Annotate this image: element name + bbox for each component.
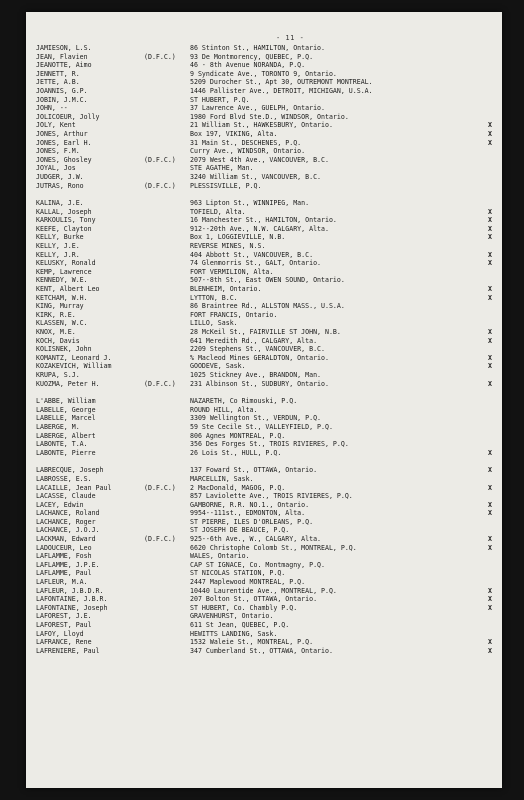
entry-address: LYTTON, B.C. <box>190 293 238 302</box>
entry-address: REVERSE MINES, N.S. <box>190 242 266 251</box>
entry-address: PLESSISVILLE, P.Q. <box>190 181 262 190</box>
entry-name: LAFRANCE, Rene <box>36 638 92 647</box>
group-separator <box>36 388 496 397</box>
entry-name: JOHN, -- <box>36 104 68 113</box>
entry-dfc: (D.F.C.) <box>144 483 176 492</box>
roster-entry <box>36 139 496 148</box>
roster-entry <box>36 466 496 475</box>
entry-address: 86 Stinton St., HAMILTON, Ontario. <box>190 44 325 52</box>
entry-address: 28 McKeil St., FAIRVILLE ST JOHN, N.B. <box>190 328 341 336</box>
roster-entry <box>36 70 496 79</box>
roster-entry <box>36 319 496 328</box>
roster-entry <box>36 87 496 96</box>
roster-entry <box>36 225 496 234</box>
entry-address: 9 Syndicate Ave., TORONTO 9, Ontario. <box>190 69 337 78</box>
entry-name: KOCH, Davis <box>36 336 80 345</box>
entry-address: NAZARETH, Co Rimouski, P.Q. <box>190 397 298 406</box>
entry-address: 2209 Stephens St., VANCOUVER, B.C. <box>190 345 325 354</box>
roster-entry <box>36 251 496 260</box>
entry-name: LAFLEUR, J.B.D.R. <box>36 586 104 595</box>
entry-address: 31 Main St., DESCHENES, P.Q. <box>190 138 302 147</box>
entry-name: LAFONTAINE, J.B.R. <box>36 595 108 604</box>
entry-name: JONES, Ghosley <box>36 155 92 164</box>
entry-name: KUOZMA, Peter H. <box>36 379 100 388</box>
entry-address: 347 Cumberland St., OTTAWA, Ontario. <box>190 646 333 655</box>
entry-name: JOBIN, J.M.C. <box>36 95 88 104</box>
roster-entry <box>36 78 496 87</box>
roster-entry <box>36 156 496 165</box>
entry-address: 9954--111st., EDMONTON, Alta. <box>190 509 306 518</box>
entry-address: TOFIELD, Alta. <box>190 207 246 216</box>
roster-entry <box>36 302 496 311</box>
entry-mark: X <box>488 483 492 492</box>
roster-entry <box>36 164 496 173</box>
roster-entry <box>36 311 496 320</box>
entry-name: LAFLAMME, Fosh <box>36 552 92 561</box>
entry-name: LACHANCE, Roger <box>36 517 96 526</box>
roster-entry <box>36 147 496 156</box>
roster-entry <box>36 328 496 337</box>
entry-address: 3240 William St., VANCOUVER, B.C. <box>190 172 322 181</box>
roster-entry <box>36 276 496 285</box>
entry-address: 611 St Jean, QUEBEC, P.Q. <box>190 621 290 629</box>
entry-name: LACASSE, Claude <box>36 492 96 501</box>
entry-mark: X <box>488 207 492 216</box>
roster-entry <box>36 121 496 130</box>
entry-name: LACHANCE, J.O.J. <box>36 526 100 535</box>
entry-name: LABELLE, Marcel <box>36 414 96 423</box>
entry-address: ST PIERRE, ILES D'ORLEANS, P.Q. <box>190 517 314 526</box>
roster-entry <box>36 130 496 139</box>
entry-name: KLASSEN, W.C. <box>36 319 88 328</box>
roster-entry <box>36 354 496 363</box>
entry-address: FORT VERMILION, Alta. <box>190 267 274 276</box>
entry-address: 356 Des Forges St., TROIS RIVIERES, P.Q. <box>190 440 349 449</box>
entry-address: MARCELLIN, Sask. <box>190 474 254 483</box>
entry-name: LABERGE, Albert <box>36 431 96 440</box>
entry-name: LABERGE, M. <box>36 422 80 431</box>
entry-name: LABRECQUE, Joseph <box>36 466 104 475</box>
entry-name: LACKMAN, Edward <box>36 535 96 544</box>
entry-name: JOLICOEUR, Jolly <box>36 112 100 121</box>
roster-entry <box>36 216 496 225</box>
entry-address: CAP ST IGNACE, Co. Montmagny, P.Q. <box>190 560 325 569</box>
roster-entry <box>36 233 496 242</box>
roster-entry <box>36 587 496 596</box>
entry-name: KRUPA, S.J. <box>36 370 80 379</box>
roster-entry <box>36 552 496 561</box>
entry-address: ST JOSEPH DE BEAUCE, P.Q. <box>190 526 290 535</box>
entry-name: KELLY, Burke <box>36 233 84 242</box>
entry-address: 93 De Montmorency, QUEBEC, P.Q. <box>190 52 314 61</box>
entry-mark: X <box>488 362 492 371</box>
entry-address: 21 William St., HAWKESBURY, Ontario. <box>190 121 333 130</box>
roster-entry <box>36 268 496 277</box>
group-separator <box>36 457 496 466</box>
entry-mark: X <box>488 336 492 345</box>
entry-name: KELLY, J.R. <box>36 250 80 259</box>
entry-address: Box 1, LOGGIEVILLE, N.B. <box>190 233 286 242</box>
roster-entry <box>36 526 496 535</box>
entry-address: 2079 West 4th Ave., VANCOUVER, B.C. <box>190 155 329 164</box>
entry-mark: X <box>488 543 492 552</box>
entry-mark: X <box>488 500 492 509</box>
roster-entry <box>36 638 496 647</box>
entry-name: LAFLEUR, M.A. <box>36 578 88 587</box>
entry-name: JUTRAS, Rono <box>36 181 84 190</box>
roster-entry <box>36 406 496 415</box>
entry-name: JEANOTTE, Aimo <box>36 61 92 70</box>
roster-entry <box>36 61 496 70</box>
entry-address: GOODEVE, Sask. <box>190 362 246 371</box>
entry-name: LAFOY, Lloyd <box>36 629 84 638</box>
entry-address: 231 Albinson St., SUDBURY, Ontario. <box>190 379 329 388</box>
roster-entry <box>36 337 496 346</box>
entry-address: 912--20th Ave., N.W. CALGARY, Alta. <box>190 224 329 233</box>
entry-address: STE AGATHE, Man. <box>190 164 254 173</box>
entry-mark: X <box>488 121 492 130</box>
roster-entry <box>36 612 496 621</box>
entry-address: ST HUBERT, Co. Chambly P.Q. <box>190 603 298 612</box>
entry-mark: X <box>488 379 492 388</box>
entry-name: KETCHAM, W.H. <box>36 293 88 302</box>
entry-name: LABELLE, George <box>36 405 96 414</box>
roster-entry <box>36 475 496 484</box>
entry-address: FORT FRANCIS, Ontario. <box>190 310 278 319</box>
entry-mark: X <box>488 448 492 457</box>
entry-mark: X <box>488 646 492 655</box>
entry-address: 806 Agnes MONTREAL, P.Q. <box>190 431 286 440</box>
entry-address: 37 Lawrence Ave., GUELPH, Ontario. <box>190 104 325 113</box>
roster-entry <box>36 173 496 182</box>
entry-address: GRAVENHURST, Ontario. <box>190 612 274 621</box>
entry-address: 5209 Durocher St., Apt 30, OUTREMONT MONTREAL. <box>190 78 373 87</box>
group-separator <box>36 190 496 199</box>
entry-name: LADOUCEUR, Leo <box>36 543 92 552</box>
entry-name: KALINA, J.E. <box>36 199 84 208</box>
entry-name: JOYAL, Jos <box>36 164 76 173</box>
entry-mark: X <box>488 250 492 259</box>
roster-entry <box>36 484 496 493</box>
roster-list <box>36 44 496 655</box>
entry-address: 857 Laviolette Ave., TROIS RIVIERES, P.Q. <box>190 492 353 501</box>
roster-entry <box>36 423 496 432</box>
entry-address: 26 Lois St., HULL, P.Q. <box>190 448 282 457</box>
entry-name: LACAILLE, Jean Paul <box>36 483 112 492</box>
entry-mark: X <box>488 328 492 336</box>
roster-entry <box>36 371 496 380</box>
entry-address: 46 - 8th Avenue NORANDA, P.Q. <box>190 61 306 70</box>
entry-dfc: (D.F.C.) <box>144 535 176 544</box>
roster-entry <box>36 518 496 527</box>
entry-name: KELLY, J.E. <box>36 242 80 251</box>
roster-entry <box>36 544 496 553</box>
roster-entry <box>36 199 496 208</box>
roster-entry <box>36 362 496 371</box>
entry-address: 925--6th Ave., W., CALGARY, Alta. <box>190 535 322 544</box>
entry-name: KENNEDY, W.E. <box>36 276 88 285</box>
entry-name: JETTE, A.B. <box>36 78 80 87</box>
entry-name: KALLAL, Joseph <box>36 207 92 216</box>
entry-name: KENT, Albert Leo <box>36 285 100 294</box>
entry-name: LAFOREST, Paul <box>36 621 92 629</box>
entry-name: JAMIESON, L.S. <box>36 44 92 52</box>
entry-address: BLENHEIM, Ontario. <box>190 285 262 294</box>
entry-mark: X <box>488 466 492 475</box>
entry-name: KOLISNEK, John <box>36 345 92 354</box>
entry-name: KOMANTZ, Leonard J. <box>36 353 112 362</box>
entry-address: Curry Ave., WINDSOR, Ontario. <box>190 147 306 156</box>
roster-entry <box>36 104 496 113</box>
roster-entry <box>36 604 496 613</box>
entry-address: LILLO, Sask. <box>190 319 238 328</box>
entry-name: JONES, Earl H. <box>36 138 92 147</box>
entry-address: 207 Bolton St., OTTAWA, Ontario. <box>190 595 318 604</box>
roster-entry <box>36 561 496 570</box>
entry-mark: X <box>488 233 492 242</box>
entry-name: LAFLAMME, J.P.E. <box>36 560 100 569</box>
roster-entry <box>36 397 496 406</box>
roster-entry <box>36 53 496 62</box>
entry-address: 641 Meredith Rd., CALGARY, Alta. <box>190 336 318 345</box>
roster-entry <box>36 569 496 578</box>
entry-address: % Macleod Mines GERALDTON, Ontario. <box>190 353 329 362</box>
entry-address: 404 Abbott St., VANCOUVER, B.C. <box>190 250 314 259</box>
entry-address: 1980 Ford Blvd Ste.D., WINDSOR, Ontario. <box>190 112 349 121</box>
roster-entry <box>36 380 496 389</box>
entry-address: ST NICOLAS STATION, P.Q. <box>190 569 286 578</box>
entry-name: JOANNIS, G.P. <box>36 86 88 95</box>
entry-address: ST HUBERT, P.Q. <box>190 95 250 104</box>
entry-address: WALES, Ontario. <box>190 552 250 561</box>
roster-entry <box>36 96 496 105</box>
page-number: - 11 - <box>276 34 305 42</box>
entry-name: JOLY, Kent <box>36 121 76 130</box>
roster-entry <box>36 294 496 303</box>
roster-entry <box>36 432 496 441</box>
entry-address: 10440 Laurentide Ave., MONTREAL, P.Q. <box>190 586 337 595</box>
entry-name: KEMP, Lawrence <box>36 267 92 276</box>
roster-entry <box>36 492 496 501</box>
roster-entry <box>36 242 496 251</box>
entry-address: 1446 Pallister Ave., DETROIT, MICHIGAN, U.S.A. <box>190 86 373 95</box>
roster-entry <box>36 259 496 268</box>
entry-name: LAFONTAINE, Joseph <box>36 603 108 612</box>
entry-name: LACHANCE, Roland <box>36 509 100 518</box>
entry-dfc: (D.F.C.) <box>144 379 176 388</box>
roster-entry <box>36 595 496 604</box>
entry-mark: X <box>488 535 492 544</box>
entry-mark: X <box>488 509 492 518</box>
entry-name: L'ABBE, William <box>36 397 96 406</box>
roster-entry <box>36 578 496 587</box>
roster-entry <box>36 501 496 510</box>
roster-entry <box>36 621 496 630</box>
entry-address: 963 Lipton St., WINNIPEG, Man. <box>190 199 310 208</box>
entry-name: JEAN, Flavien <box>36 52 88 61</box>
entry-name: KOZAKEVICH, William <box>36 362 112 371</box>
entry-name: LAFRENIERE, Paul <box>36 646 100 655</box>
entry-mark: X <box>488 603 492 612</box>
roster-entry <box>36 535 496 544</box>
roster-entry <box>36 182 496 191</box>
entry-name: KARKOULIS, Tony <box>36 216 96 225</box>
entry-mark: X <box>488 586 492 595</box>
entry-name: KEEFE, Clayton <box>36 224 92 233</box>
roster-entry <box>36 440 496 449</box>
entry-name: KIRK, R.E. <box>36 310 76 319</box>
entry-dfc: (D.F.C.) <box>144 181 176 190</box>
entry-name: LACEY, Edwin <box>36 500 84 509</box>
entry-mark: X <box>488 353 492 362</box>
entry-address: 3309 Wellington St., VERDUN, P.Q. <box>190 414 322 423</box>
roster-entry <box>36 414 496 423</box>
entry-mark: X <box>488 216 492 225</box>
entry-mark: X <box>488 285 492 294</box>
roster-entry <box>36 630 496 639</box>
entry-dfc: (D.F.C.) <box>144 155 176 164</box>
entry-name: LAFLAMME, Paul <box>36 569 92 578</box>
entry-name: LAFOREST, J.E. <box>36 612 92 621</box>
entry-name: JONES, F.M. <box>36 147 80 156</box>
roster-entry <box>36 44 496 53</box>
entry-address: 137 Foward St., OTTAWA, Ontario. <box>190 466 318 475</box>
entry-mark: X <box>488 138 492 147</box>
entry-address: 507--8th St., East OWEN SOUND, Ontario. <box>190 276 345 285</box>
entry-dfc: (D.F.C.) <box>144 52 176 61</box>
entry-name: LABONTE, Pierre <box>36 448 96 457</box>
entry-mark: X <box>488 224 492 233</box>
entry-address: 2447 Maplewood MONTREAL, P.Q. <box>190 578 306 587</box>
entry-address: Box 197, VIKING, Alta. <box>190 129 278 138</box>
entry-address: 6620 Christophe Colomb St., MONTREAL, P.Q. <box>190 543 357 552</box>
roster-entry <box>36 345 496 354</box>
entry-name: KNOX, M.E. <box>36 328 76 336</box>
entry-name: KING, Murray <box>36 302 84 311</box>
entry-address: 1532 Waleie St., MONTREAL, P.Q. <box>190 638 314 647</box>
entry-name: LABONTE, T.A. <box>36 440 88 449</box>
roster-entry <box>36 449 496 458</box>
entry-address: 86 Braintree Rd., ALLSTON MASS., U.S.A. <box>190 302 345 311</box>
entry-address: GAMBORNE, R.R. NO.1., Ontario. <box>190 500 310 509</box>
entry-address: ROUND HILL, Alta. <box>190 405 258 414</box>
roster-entry <box>36 285 496 294</box>
entry-mark: X <box>488 259 492 268</box>
document-page <box>26 12 502 788</box>
entry-name: LABROSSE, E.S. <box>36 474 92 483</box>
entry-mark: X <box>488 595 492 604</box>
entry-mark: X <box>488 129 492 138</box>
entry-address: 74 Glenmorris St., GALT, Ontario. <box>190 259 322 268</box>
entry-name: JONES, Arthur <box>36 129 88 138</box>
entry-name: KELUSKY, Ronald <box>36 259 96 268</box>
entry-address: 59 Ste Cecile St., VALLEYFIELD, P.Q. <box>190 422 333 431</box>
entry-name: JENNETT, R. <box>36 69 80 78</box>
entry-address: 1025 Stickney Ave., BRANDON, Man. <box>190 370 322 379</box>
entry-mark: X <box>488 293 492 302</box>
entry-address: HEWITTS LANDING, Sask. <box>190 629 278 638</box>
entry-name: JUDGER, J.W. <box>36 172 84 181</box>
roster-entry <box>36 647 496 656</box>
roster-entry <box>36 208 496 217</box>
entry-mark: X <box>488 638 492 647</box>
entry-address: 2 MacDonald, MAGOG, P.Q. <box>190 483 286 492</box>
roster-entry <box>36 509 496 518</box>
entry-address: 16 Manchester St., HAMILTON, Ontario. <box>190 216 337 225</box>
roster-entry <box>36 113 496 122</box>
